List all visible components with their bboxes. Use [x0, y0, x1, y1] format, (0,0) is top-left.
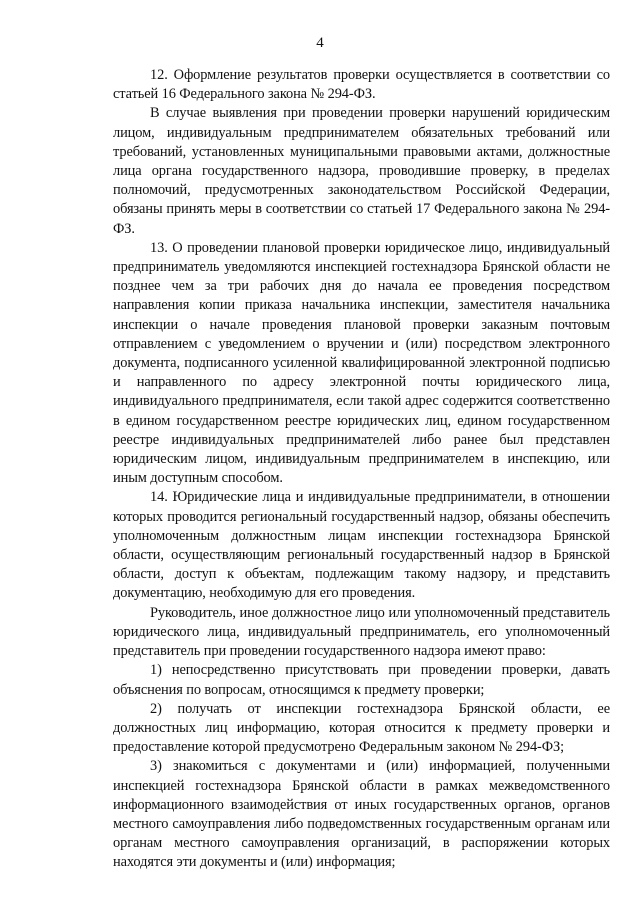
paragraph-rights-intro: Руководитель, иное должностное лицо или уполномоченный представитель юридического лица, индивидуальный предприниматель, его уполномоченный представитель при проведении государственного надзора имеют право: — [113, 604, 610, 660]
list-item-2: 2) получать от инспекции гостехнадзора Брянской области, ее должностных лиц информацию, которая относится к предмету проверки и предоставление которой предусмотрено Федеральным законом № 294-ФЗ; — [113, 700, 610, 756]
paragraph-violations: В случае выявления при проведении проверки нарушений юридическим лицом, индивидуальным предпринимателем обязательных требований или требований, установленных муниципальными правовыми актами, должностные лица органа государственного надзора, проводившие проверку, в пределах полномочий, предусмотренных законодательством Российской Федерации, обязаны принять меры в соответствии со статьей 17 Федерального закона № 294-ФЗ. — [113, 105, 610, 237]
document-body — [113, 66, 610, 873]
paragraph-14: 14. Юридические лица и индивидуальные предприниматели, в отношении которых проводится региональный государственный надзор, обязаны обеспечить уполномоченным должностным лицам инспекции гостехнадзора Брянской области, осуществляющим региональный государственный надзор в Брянской области, доступ к объектам, подлежащим такому надзору, и представить документацию, необходимую для его проведения. — [113, 489, 610, 602]
paragraph-13: 13. О проведении плановой проверки юридическое лицо, индивидуальный предприниматель уведомляются инспекцией гостехнадзора Брянской области не позднее чем за три рабочих дня до начала ее проведения посредством направления копии приказа начальника инспекции, заместителя начальника инспекции о начале проведения плановой проверки заказным почтовым отправлением с уведомлением о вручении и (или) посредством электронного документа, подписанного усиленной квалифицированной электронной подписью и направленного по адресу электронной почты юридического лица, индивидуального предпринимателя, если такой адрес содержится соответственно в едином государственном реестре юридических лиц, едином государственном реестре индивидуальных предпринимателей либо ранее был представлен юридическим лицом, индивидуальным предпринимателем в инспекцию, или иным доступным способом. — [113, 239, 610, 487]
paragraph-12: 12. Оформление результатов проверки осуществляется в соответствии со статьей 16 Федерального закона № 294-ФЗ. — [113, 67, 610, 103]
page-number: 4 — [316, 35, 324, 51]
list-item-1: 1) непосредственно присутствовать при проведении проверки, давать объяснения по вопросам, относящимся к предмету проверки; — [113, 662, 610, 698]
list-item-3: 3) знакомиться с документами и (или) информацией, полученными инспекцией гостехнадзора Брянской области в рамках межведомственного информационного взаимодействия от иных государственных органов, органов местного самоуправления либо подведомственных государственным органам или органам местного самоуправления организаций, в распоряжении которых находятся эти документы и (или) информация; — [113, 758, 610, 871]
